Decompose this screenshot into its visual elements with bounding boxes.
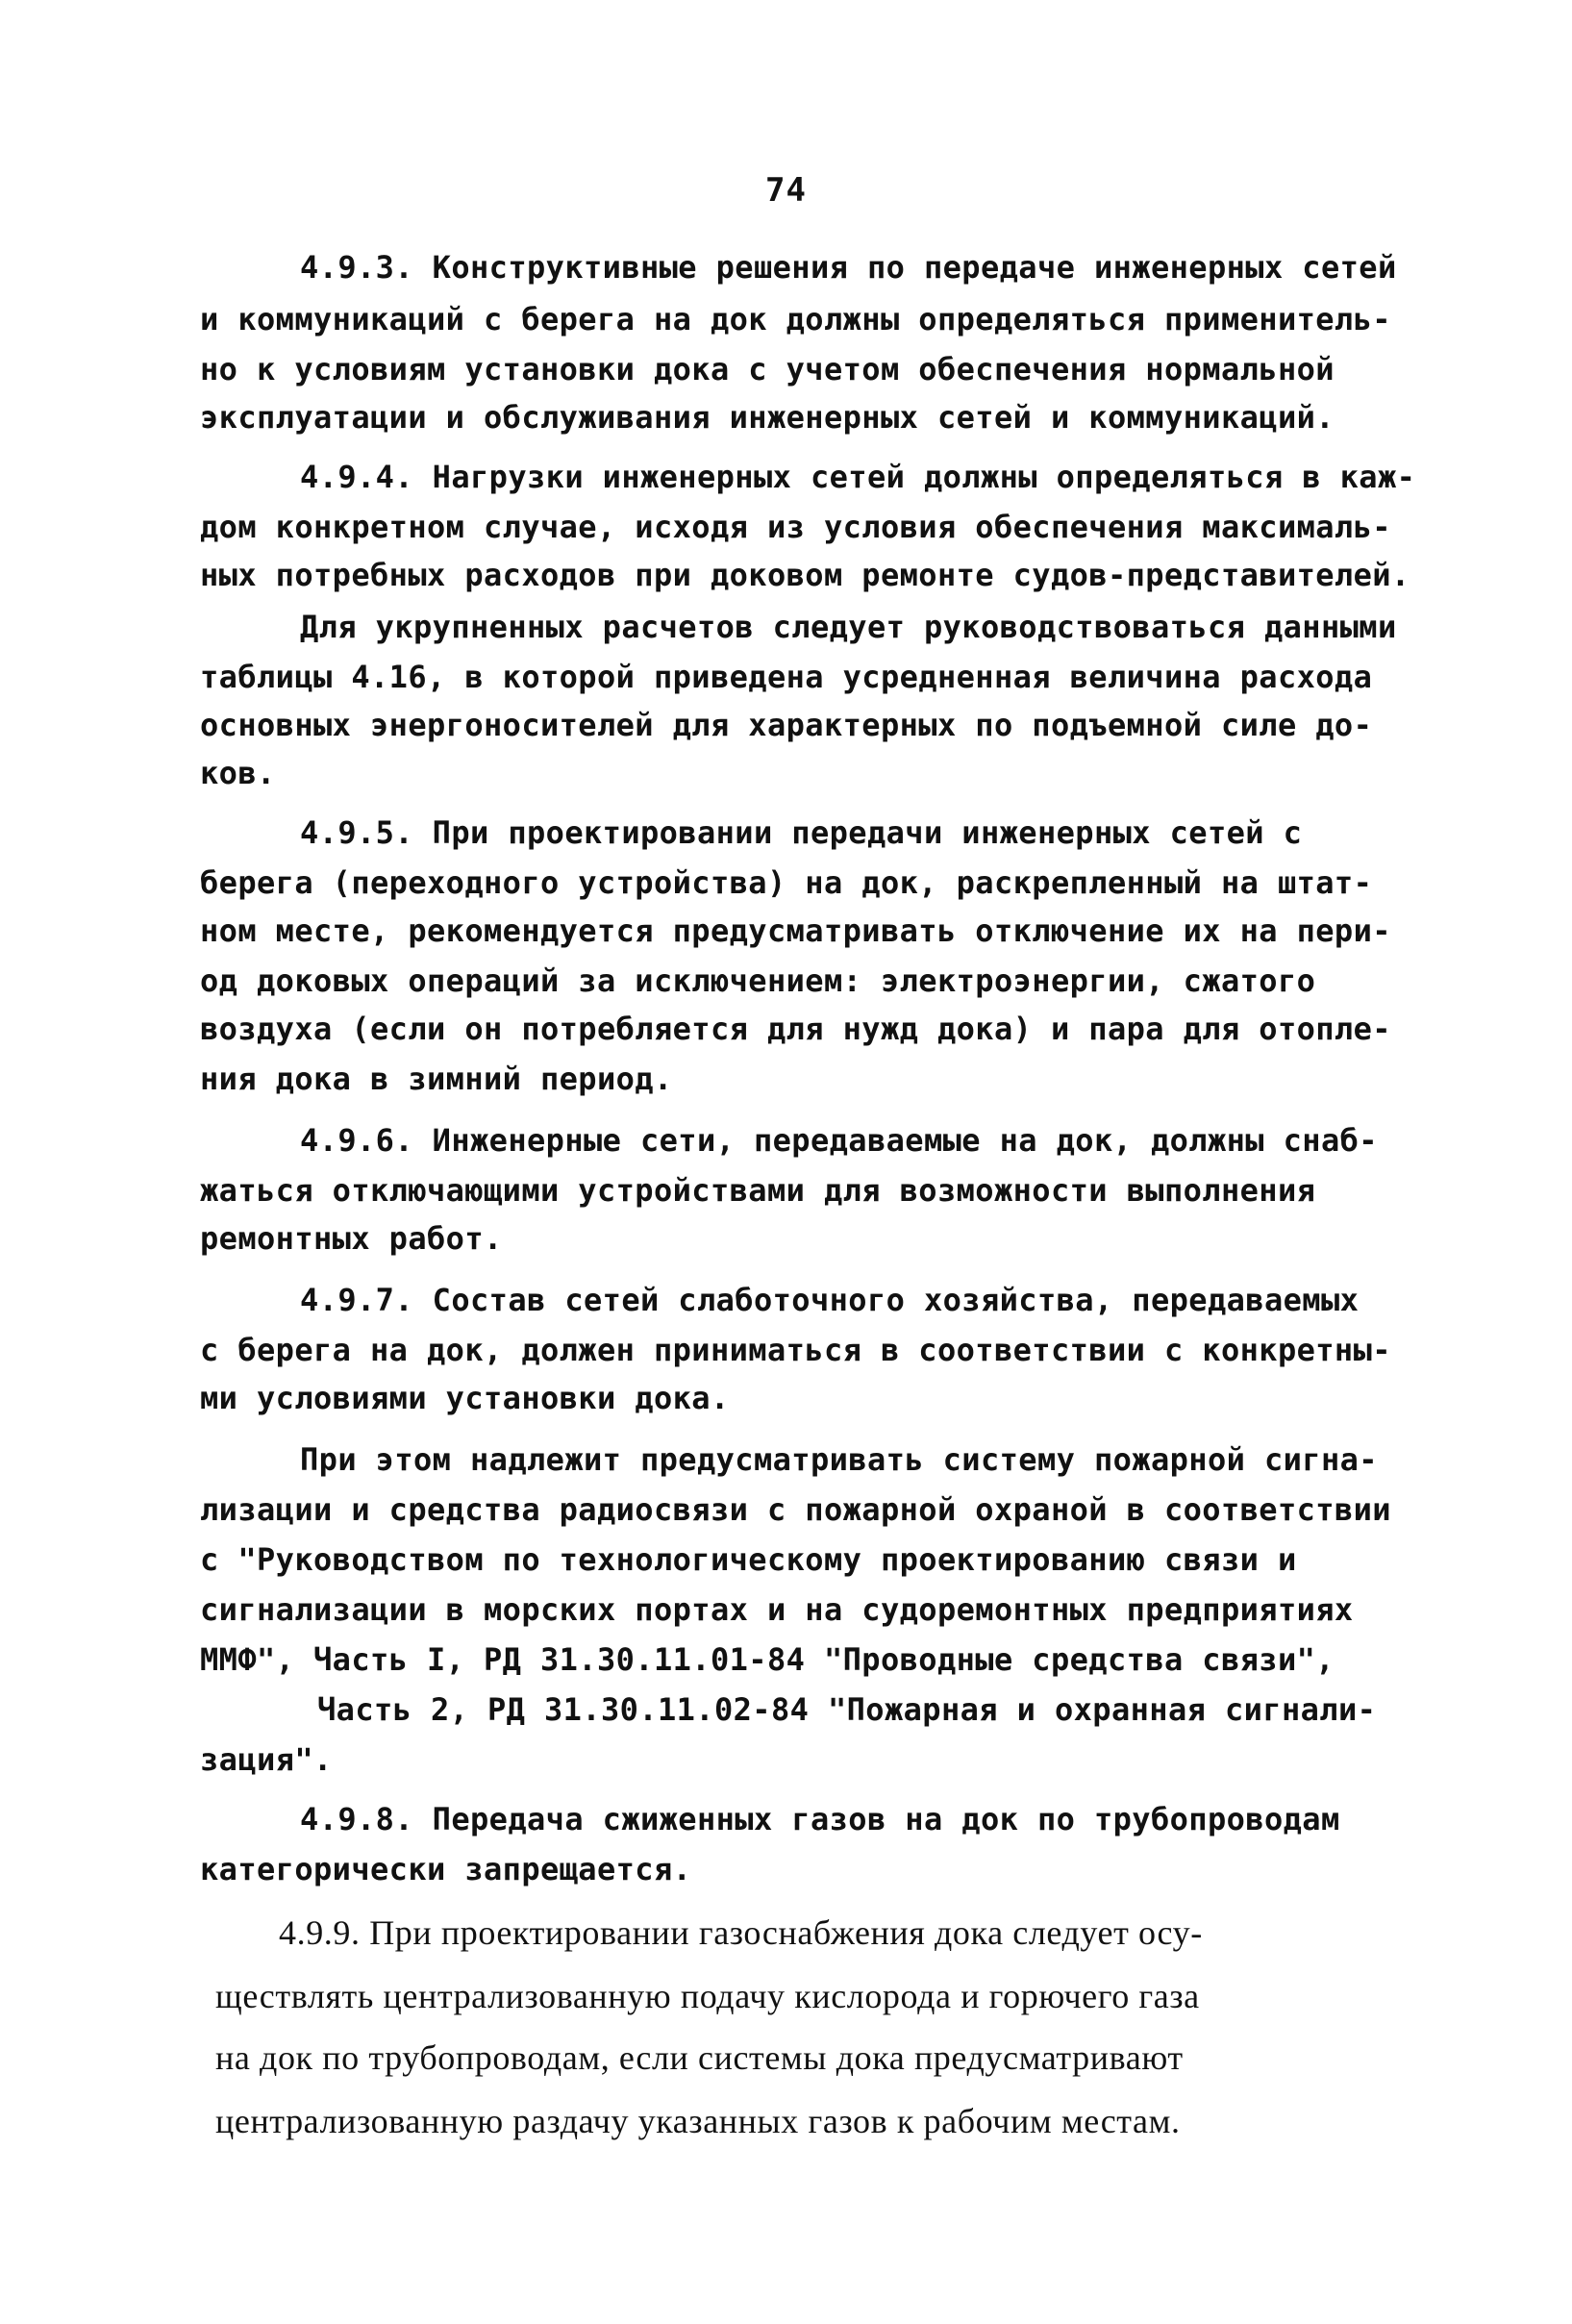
text-line: ных потребных расходов при доковом ремонте судов-представителей.	[200, 557, 1410, 593]
text-line: ном месте, рекомендуется предусматривать отключение их на пери-	[200, 912, 1391, 949]
text-line: дом конкретном случае, исходя из условия обеспечения максималь-	[200, 509, 1391, 545]
text-line: эксплуатации и обслуживания инженерных сетей и коммуникаций.	[200, 399, 1335, 436]
text-line: 4.9.3. Конструктивные решения по передаче инженерных сетей	[300, 249, 1397, 286]
text-line: основных энергоносителей для характерных по подъемной силе до-	[200, 707, 1373, 743]
text-line: на док по трубопроводам, если системы дока предусматривают	[215, 2038, 1184, 2077]
text-line: При этом надлежит предусматривать систему пожарной сигна-	[300, 1441, 1378, 1478]
text-line: категорически запрещается.	[200, 1851, 692, 1887]
text-line: с "Руководством по технологическому проектированию связи и	[200, 1541, 1297, 1578]
text-line: ММФ", Часть I, РД 31.30.11.01-84 "Проводные средства связи",	[200, 1641, 1335, 1678]
text-line: зация".	[200, 1741, 333, 1778]
text-line: Часть 2, РД 31.30.11.02-84 "Пожарная и охранная сигнали-	[317, 1691, 1377, 1728]
text-line: с берега на док, должен приниматься в соответствии с конкретны-	[200, 1332, 1391, 1368]
text-line: 4.9.8. Передача сжиженных газов на док по трубопроводам	[300, 1801, 1340, 1837]
text-line: 4.9.5. При проектировании передачи инженерных сетей с	[300, 814, 1303, 851]
text-line: ков.	[200, 755, 276, 791]
text-line: берега (переходного устройства) на док, раскрепленный на штат-	[200, 864, 1373, 901]
page-number: 74	[765, 171, 807, 210]
text-line: таблицы 4.16, в которой приведена усредненная величина расхода	[200, 659, 1373, 695]
text-line: 4.9.7. Состав сетей слаботочного хозяйства, передаваемых	[300, 1282, 1360, 1318]
text-line: 4.9.9. При проектировании газоснабжения дока следует осу-	[279, 1913, 1203, 1952]
text-line: Для укрупненных расчетов следует руководствоваться данными	[300, 609, 1397, 645]
text-line: жаться отключающими устройствами для возможности выполнения	[200, 1172, 1316, 1209]
text-line: од доковых операций за исключением: электроэнергии, сжатого	[200, 962, 1316, 999]
text-line: лизации и средства радиосвязи с пожарной охраной в соответствии	[200, 1491, 1391, 1528]
text-line: воздуха (если он потребляется для нужд дока) и пара для отопле-	[200, 1011, 1391, 1047]
text-line: но к условиям установки дока с учетом обеспечения нормальной	[200, 351, 1335, 387]
text-line: ми условиями установки дока.	[200, 1380, 730, 1416]
text-line: 4.9.4. Нагрузки инженерных сетей должны определяться в каж-	[300, 459, 1416, 495]
text-line: ществлять централизованную подачу кислорода и горючего газа	[215, 1977, 1200, 2015]
text-line: и коммуникаций с берега на док должны определяться применитель-	[200, 301, 1391, 337]
text-line: ремонтных работ.	[200, 1220, 503, 1257]
text-line: 4.9.6. Инженерные сети, передаваемые на док, должны снаб-	[300, 1122, 1378, 1159]
text-line: сигнализации в морских портах и на судоремонтных предприятиях	[200, 1591, 1354, 1628]
text-line: ния дока в зимний период.	[200, 1061, 673, 1097]
text-line: централизованную раздачу указанных газов к рабочим местам.	[215, 2102, 1181, 2140]
